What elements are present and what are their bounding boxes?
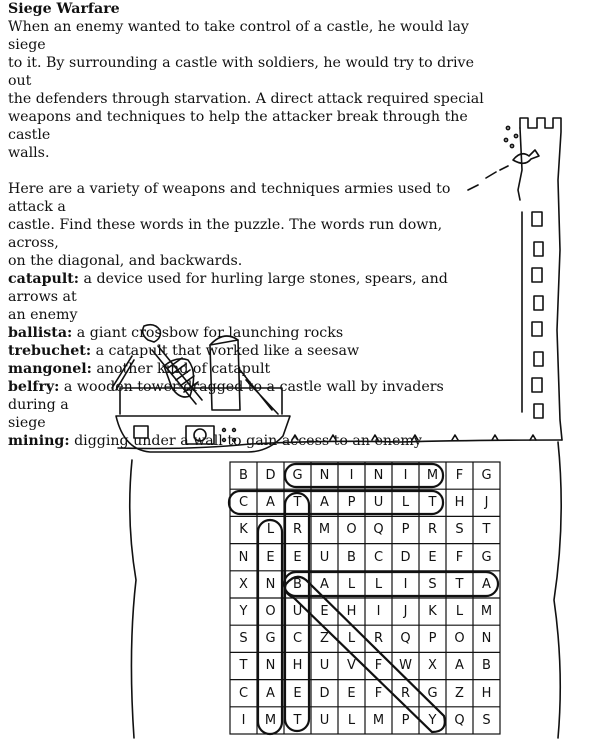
grid-cell: C: [238, 495, 249, 511]
grid-cell: N: [373, 468, 384, 484]
grid-cell: D: [319, 685, 330, 701]
definition-text: a giant crossbow for launching rocks: [72, 325, 344, 341]
grid-cell: U: [292, 604, 303, 620]
grid-cell: K: [428, 604, 437, 620]
grid-cell: D: [265, 468, 276, 484]
grid-cell: J: [484, 495, 489, 511]
intro-line: When an enemy wanted to take control of a castle, he would lay siege: [8, 19, 469, 53]
instructions-line: castle. Find these words in the puzzle. The words run down, across,: [8, 217, 443, 251]
grid-cell: N: [238, 549, 249, 565]
definition-term: mangonel:: [8, 361, 92, 377]
grid-cell: R: [373, 631, 384, 647]
catapult-brace: [240, 370, 278, 414]
page-title: Siege Warfare: [8, 1, 120, 17]
grid-cell: Y: [239, 604, 248, 620]
grid-cell: R: [427, 522, 438, 538]
rivet: [233, 429, 236, 432]
grid-cell: T: [239, 658, 248, 674]
grid-cell: G: [481, 549, 492, 565]
intro-line: the defenders through starvation. A direct attack required special: [8, 91, 484, 107]
grid-cell: V: [347, 658, 356, 674]
definition-term: belfry:: [8, 379, 60, 395]
grid-cell: O: [454, 631, 465, 647]
grid-cell: X: [428, 658, 437, 674]
grid-cell: F: [455, 468, 464, 484]
grid-cell: I: [403, 468, 408, 484]
grid-cell: U: [319, 712, 330, 728]
grid-cell: F: [374, 658, 383, 674]
projectile-crack: [513, 150, 539, 163]
rivet: [223, 439, 226, 442]
grid-cell: O: [265, 604, 276, 620]
gear-wheel: [194, 429, 206, 441]
castle-stones: [522, 212, 543, 418]
grid-cell: E: [320, 604, 329, 620]
grid-cell: A: [320, 576, 329, 592]
cutaway-left: [130, 460, 136, 738]
grid-cell: K: [239, 522, 248, 538]
grid-cell: T: [428, 495, 437, 511]
grid-cell: W: [399, 658, 412, 674]
grid-cell: B: [293, 576, 302, 592]
cutaway-right: [554, 442, 561, 738]
instructions-line: Here are a variety of weapons and techniques armies used to attack a: [8, 181, 451, 215]
definition-continuation: an enemy: [8, 307, 78, 323]
grid-cell: I: [241, 712, 246, 728]
grid-cell: J: [403, 604, 408, 620]
grid-cell: T: [293, 712, 302, 728]
grid-cell: N: [319, 468, 330, 484]
intro-line: to it. By surrounding a castle with soldiers, he would try to drive out: [8, 55, 474, 89]
definition-text: a wooden tower dragged to a castle wall by invaders during a: [8, 379, 444, 413]
grid-cell: A: [266, 495, 275, 511]
debris-dot: [506, 126, 509, 129]
grid-cell: E: [293, 685, 302, 701]
grid-cell: H: [481, 685, 492, 701]
catapult-handle: [112, 356, 134, 390]
grid-cell: N: [265, 658, 276, 674]
grid-cell: Q: [373, 522, 384, 538]
grid-cell: M: [426, 468, 439, 484]
grid-cell: I: [349, 468, 354, 484]
grid-cell: H: [346, 604, 357, 620]
grid-cell: M: [372, 712, 385, 728]
grid-cell: N: [265, 576, 276, 592]
grass-tufts: [292, 435, 536, 440]
rivet: [223, 429, 226, 432]
projectile-trail: [468, 166, 508, 190]
debris-dot: [504, 138, 507, 141]
catapult-arm: [152, 346, 202, 404]
definition-text: digging under a wall to gain access to an enemy: [69, 433, 422, 449]
grid-cell: Q: [400, 631, 411, 647]
definition-continuation: siege: [8, 415, 46, 431]
grid-cell: S: [455, 522, 464, 538]
grid-cell: S: [239, 631, 248, 647]
grid-cell: H: [454, 495, 465, 511]
catapult-cup: [143, 325, 161, 342]
grid-cell: I: [376, 604, 381, 620]
grid-cell: U: [373, 495, 384, 511]
grid-cell: L: [347, 631, 356, 647]
grid-cell: H: [292, 658, 303, 674]
grid-cell: R: [400, 685, 411, 701]
definition-term: trebuchet:: [8, 343, 92, 359]
grid-cell: Y: [428, 712, 437, 728]
grid-cell: P: [428, 631, 437, 647]
grid-cell: O: [346, 522, 357, 538]
grid-cell: L: [266, 522, 275, 538]
grid-cell: N: [481, 631, 492, 647]
grid-cell: E: [266, 549, 275, 565]
ground-line: [118, 440, 562, 449]
grid-cell: S: [482, 712, 491, 728]
grid-cell: C: [292, 631, 303, 647]
grid-cell: G: [265, 631, 276, 647]
definition-text: another kind of catapult: [91, 361, 271, 377]
grid-cell: M: [264, 712, 277, 728]
grid-cell: I: [403, 576, 408, 592]
grid-cell: B: [482, 658, 491, 674]
debris-dot: [510, 144, 513, 147]
grid-cell: L: [455, 604, 464, 620]
grid-cell: X: [239, 576, 248, 592]
grid-cell: T: [455, 576, 464, 592]
intro-line: weapons and techniques to help the attacker break through the castle: [8, 109, 468, 143]
catapult-upright: [210, 340, 240, 410]
debris-dot: [514, 134, 517, 137]
definition-text: a catapult that worked like a seesaw: [91, 343, 360, 359]
grid-cell: L: [374, 576, 383, 592]
grid-cell: B: [239, 468, 248, 484]
grid-cell: B: [347, 549, 356, 565]
grid-cell: T: [293, 495, 302, 511]
grid-cell: U: [319, 658, 330, 674]
grid-cell: E: [347, 685, 356, 701]
castle-tower-left-wall: [518, 128, 522, 200]
grid-cell: E: [293, 549, 302, 565]
cart-panel: [134, 426, 148, 438]
grid-cell: M: [480, 604, 493, 620]
grid-cell: E: [428, 549, 437, 565]
grid-cell: Q: [454, 712, 465, 728]
grid-cell: P: [401, 522, 410, 538]
grid-cell: M: [318, 522, 331, 538]
grid-cell: A: [482, 576, 491, 592]
grid-cell: G: [481, 468, 492, 484]
grid-cell: F: [455, 549, 464, 565]
grid-cell: T: [482, 522, 491, 538]
definition-term: catapult:: [8, 271, 79, 287]
grid-cell: Z: [455, 685, 464, 701]
grid-cell: U: [319, 549, 330, 565]
grid-cell: G: [292, 468, 303, 484]
grid-cell: R: [292, 522, 303, 538]
grid-cell: D: [400, 549, 411, 565]
grid-cell: A: [266, 685, 275, 701]
word-search-grid: [230, 462, 500, 734]
grid-cell: A: [455, 658, 464, 674]
grid-cell: P: [347, 495, 356, 511]
grid-cell: L: [401, 495, 410, 511]
grid-cell: S: [428, 576, 437, 592]
instructions-line: on the diagonal, and backwards.: [8, 253, 243, 269]
grid-cell: Z: [320, 631, 329, 647]
grid-cell: G: [427, 685, 438, 701]
grid-cell: L: [347, 576, 356, 592]
grid-cell: C: [238, 685, 249, 701]
grid-cell: L: [347, 712, 356, 728]
grid-cell: F: [374, 685, 383, 701]
intro-line: walls.: [8, 145, 50, 161]
rivet: [233, 439, 236, 442]
word-search-puzzle: [230, 462, 500, 734]
definition-term: ballista:: [8, 325, 73, 341]
grid-cell: A: [320, 495, 329, 511]
grid-cell: P: [401, 712, 410, 728]
grid-cell: C: [373, 549, 384, 565]
definition-text: a device used for hurling large stones, spears, and arrows at: [8, 271, 448, 305]
definition-term: mining:: [8, 433, 70, 449]
